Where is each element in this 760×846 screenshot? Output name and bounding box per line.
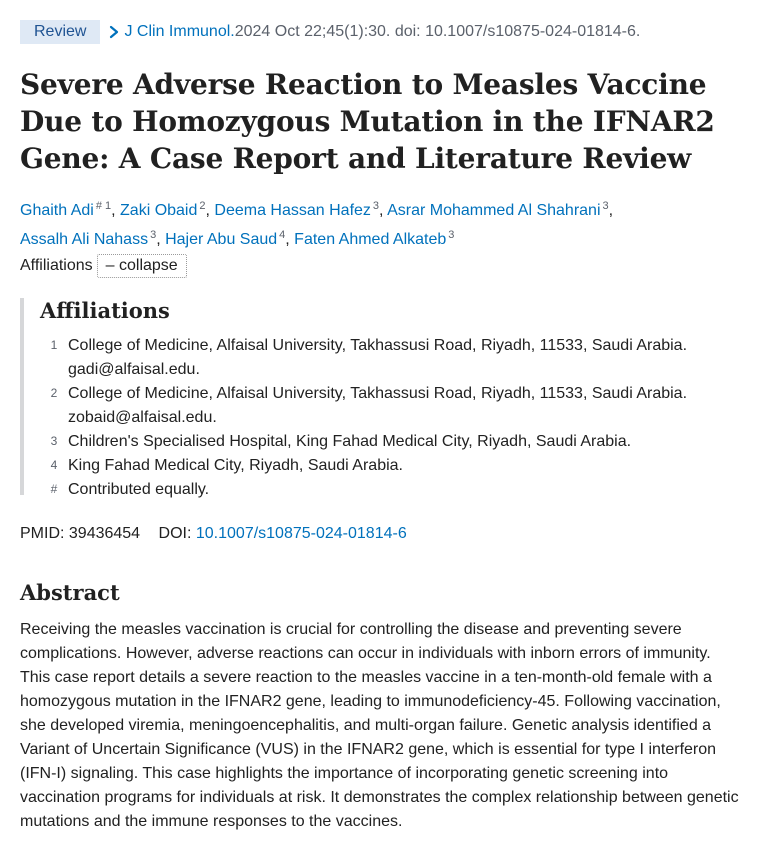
author-affiliation-marker[interactable]: # 1 bbox=[95, 200, 112, 212]
journal-link[interactable]: J Clin Immunol. bbox=[124, 23, 235, 40]
doi-label: DOI: bbox=[158, 525, 192, 542]
affiliation-item bbox=[40, 382, 730, 430]
author-affiliation-marker[interactable]: 4 bbox=[279, 229, 286, 241]
collapse-affiliations-button[interactable]: – collapse bbox=[97, 254, 187, 278]
affiliation-number: 4 bbox=[50, 458, 58, 472]
affiliations-list bbox=[40, 334, 730, 502]
author-link[interactable]: Asrar Mohammed Al Shahrani bbox=[387, 202, 601, 219]
author-affiliation-marker[interactable]: 3 bbox=[372, 200, 380, 212]
affiliation-item bbox=[40, 454, 730, 478]
citation-line bbox=[20, 20, 640, 44]
author-link[interactable]: Assalh Ali Nahass bbox=[20, 231, 149, 248]
author-affiliation-marker[interactable]: 3 bbox=[150, 229, 157, 241]
author-link[interactable]: Ghaith Adi bbox=[20, 202, 94, 219]
author-link[interactable]: Zaki Obaid bbox=[120, 202, 198, 219]
affiliations-panel bbox=[20, 298, 742, 498]
author-item bbox=[214, 202, 379, 219]
affiliation-item bbox=[40, 430, 730, 454]
affiliation-number: 1 bbox=[50, 338, 58, 352]
affiliations-label: Affiliations bbox=[20, 257, 93, 274]
chevron-right-icon[interactable] bbox=[108, 20, 122, 44]
affiliation-text: Children's Specialised Hospital, King Fahad Medical City, Riyadh, Saudi Arabia. bbox=[68, 433, 632, 450]
affiliation-number: 3 bbox=[50, 434, 58, 448]
author-item bbox=[294, 231, 454, 248]
author-item bbox=[120, 202, 206, 219]
affiliation-text: King Fahad Medical City, Riyadh, Saudi Arabia. bbox=[68, 457, 403, 474]
affiliation-text: College of Medicine, Alfaisal University, Takhassusi Road, Riyadh, 11533, Saudi Arabia. gadi@alfaisal.edu. bbox=[68, 337, 688, 378]
abstract-heading: Abstract bbox=[20, 580, 120, 605]
author-link[interactable]: Deema Hassan Hafez bbox=[214, 202, 371, 219]
affiliation-item bbox=[40, 478, 730, 502]
affiliation-text: Contributed equally. bbox=[68, 481, 210, 498]
affiliations-toggle-row bbox=[20, 254, 187, 278]
affiliation-text: College of Medicine, Alfaisal University, Takhassusi Road, Riyadh, 11533, Saudi Arabia. zobaid@alfaisal.edu. bbox=[68, 385, 688, 426]
abstract-text: Receiving the measles vaccination is crucial for controlling the disease and preventing severe complications. However, adverse reactions can occur in individuals with inborn errors of immunity. This case report details a severe reaction to the measles vaccine in a ten-month-old female with a homozygous mutation in the IFNAR2 gene, leading to immunodeficiency-45. Following vaccination, she developed viremia, meningoencephalitis, and multi-organ failure. Genetic analysis identified a Variant of Uncertain Significance (VUS) in the IFNAR2 gene, which is essential for type I interferon (IFN-I) signaling. This case highlights the importance of incorporating genetic screening into vaccination programs for individuals at risk. It demonstrates the complex relationship between genetic mutations and the immune responses to the vaccines. bbox=[20, 621, 739, 830]
author-link[interactable]: Faten Ahmed Alkateb bbox=[294, 231, 447, 248]
author-item bbox=[20, 202, 111, 219]
review-badge: Review bbox=[20, 20, 100, 44]
author-link[interactable]: Hajer Abu Saud bbox=[165, 231, 278, 248]
author-affiliation-marker[interactable]: 3 bbox=[602, 200, 609, 212]
pmid-text: PMID: 39436454 bbox=[20, 525, 141, 542]
identifiers-row bbox=[20, 522, 407, 546]
affiliation-number: # bbox=[50, 482, 58, 496]
author-affiliation-marker[interactable]: 3 bbox=[448, 229, 455, 241]
citation-text: 2024 Oct 22;45(1):30. doi: 10.1007/s10875-024-01814-6. bbox=[234, 23, 641, 40]
author-affiliation-marker[interactable]: 2 bbox=[199, 200, 206, 212]
author-item bbox=[165, 231, 285, 248]
affiliation-number: 2 bbox=[50, 386, 58, 400]
author-list: Ghaith Adi $^{\# 1}$, Zaki Obaid $^2$, Deema Hassan Hafez $^3$, Asrar Mohammed Al Shahrani $^3$, Assalh Ali Nahass $^3$, Hajer Abu Saud $^4$, Faten Ahmed Alkateb $^3$ bbox=[20, 200, 614, 248]
affiliations-heading: Affiliations bbox=[40, 298, 170, 323]
author-item bbox=[387, 202, 609, 219]
affiliation-item bbox=[40, 334, 730, 382]
article-title: Severe Adverse Reaction to Measles Vaccine Due to Homozygous Mutation in the IFNAR2 Gene: A Case Report and Literature Review bbox=[20, 68, 715, 175]
doi-link[interactable]: 10.1007/s10875-024-01814-6 bbox=[195, 525, 407, 542]
author-item bbox=[20, 231, 156, 248]
